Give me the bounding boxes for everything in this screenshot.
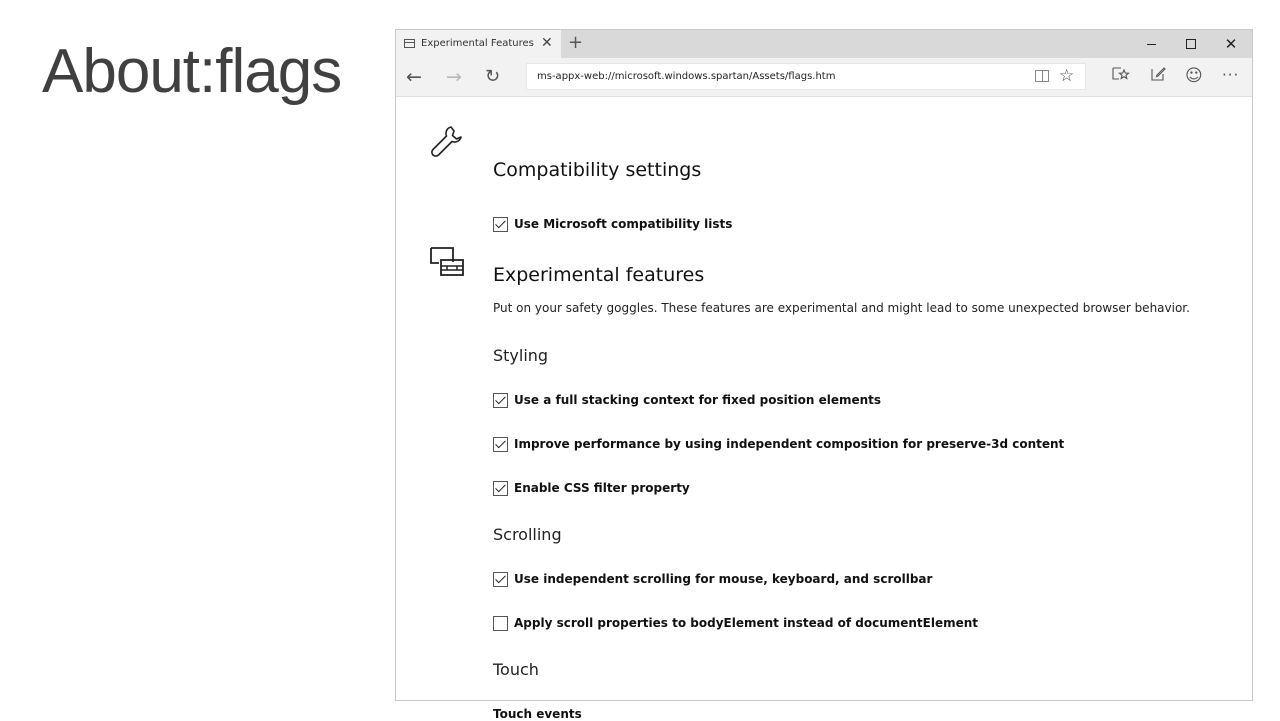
styling-heading: Styling xyxy=(493,346,549,365)
close-window-button[interactable]: ✕ xyxy=(1224,35,1238,53)
hub-icon-svg xyxy=(1112,66,1130,82)
page-icon xyxy=(404,39,415,48)
slide-title: About:flags xyxy=(42,37,342,106)
browser-window xyxy=(395,29,1253,721)
close-tab-icon[interactable]: ✕ xyxy=(541,35,553,51)
option-css-filter[interactable] xyxy=(493,479,690,497)
scrolling-heading: Scrolling xyxy=(493,525,562,544)
experimental-heading: Experimental features xyxy=(493,264,705,286)
option-label: Apply scroll properties to bodyElement instead of documentElement xyxy=(514,616,979,630)
option-independent-scrolling[interactable] xyxy=(493,570,932,588)
web-note-icon[interactable] xyxy=(1150,66,1166,87)
checkbox-css-filter[interactable] xyxy=(493,481,508,496)
option-label: Use Microsoft compatibility lists xyxy=(514,217,733,231)
devices-icon xyxy=(429,245,467,283)
tab-title: Experimental Features xyxy=(421,38,534,49)
reading-view-icon[interactable] xyxy=(1035,70,1049,82)
forward-icon[interactable]: → xyxy=(446,66,462,88)
address-bar[interactable] xyxy=(526,63,1086,90)
tab-experimental-features[interactable] xyxy=(396,30,561,58)
navigation-bar xyxy=(396,58,1252,97)
maximize-button[interactable] xyxy=(1171,30,1211,58)
devices-icon-svg xyxy=(429,245,467,279)
option-preserve-3d[interactable] xyxy=(493,435,1064,453)
minimize-button[interactable] xyxy=(1131,30,1171,58)
option-compatibility-lists[interactable] xyxy=(493,215,732,233)
experimental-description: Put on your safety goggles. These features are experimental and might lead to some unexpected browser behavior. xyxy=(493,301,1190,315)
option-label: Enable CSS filter property xyxy=(514,481,690,495)
touch-events-label: Touch events xyxy=(493,707,582,721)
checkbox-stacking-context[interactable] xyxy=(493,393,508,408)
wrench-icon xyxy=(429,123,467,165)
checkbox-preserve-3d[interactable] xyxy=(493,437,508,452)
tab-bar xyxy=(396,30,1252,58)
option-label: Use a full stacking context for fixed position elements xyxy=(514,393,882,407)
wrench-icon-svg xyxy=(429,123,467,161)
minimize-icon xyxy=(1147,44,1156,45)
option-label: Improve performance by using independent composition for preserve-3d content xyxy=(514,437,1065,451)
back-icon[interactable]: ← xyxy=(406,66,422,88)
compatibility-heading: Compatibility settings xyxy=(493,159,702,181)
web-note-icon-svg xyxy=(1150,66,1166,82)
touch-heading: Touch xyxy=(493,660,539,679)
more-icon[interactable]: ··· xyxy=(1222,66,1240,84)
checkbox-body-scroll[interactable] xyxy=(493,616,508,631)
address-url[interactable]: ms-appx-web://microsoft.windows.spartan/Assets/flags.htm xyxy=(537,71,836,82)
hub-icon[interactable] xyxy=(1112,66,1130,87)
option-body-scroll[interactable] xyxy=(493,614,978,632)
favorite-star-icon[interactable]: ☆ xyxy=(1059,66,1075,86)
maximize-icon xyxy=(1186,39,1196,49)
feedback-smile-icon[interactable]: ☺ xyxy=(1185,66,1203,86)
flags-page xyxy=(396,97,1252,721)
checkbox-compatibility-lists[interactable] xyxy=(493,217,508,232)
checkbox-independent-scrolling[interactable] xyxy=(493,572,508,587)
new-tab-icon[interactable]: + xyxy=(568,32,584,53)
refresh-icon[interactable]: ↻ xyxy=(485,66,501,87)
option-label: Use independent scrolling for mouse, keyboard, and scrollbar xyxy=(514,572,933,586)
option-stacking-context[interactable] xyxy=(493,391,881,409)
